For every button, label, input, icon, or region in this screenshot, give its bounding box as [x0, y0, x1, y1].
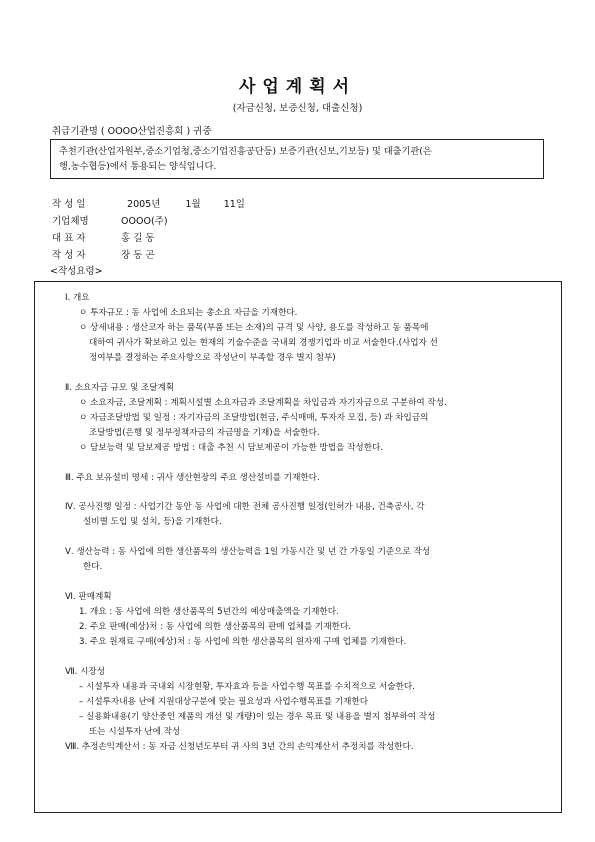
guide-line: – 시설투자 내용과 국내외 시장현황, 투자효과 등을 사업수행 목표를 수치적으로 서술한다. [79, 682, 415, 692]
guide-line: 1. 개요 : 동 사업에 의한 생산품목의 5년간의 예상매출액을 기재한다. [79, 607, 339, 617]
guide-line: – 실용화내용(기 양산중인 제품의 개선 및 개량)이 있는 경우 목표 및 내용을 별지 첨부하여 작성 [79, 712, 436, 722]
guide-line: 대하여 귀사가 확보하고 있는 현재의 기술수준을 국내외 경쟁기업과 비교 서술한다.(사업자 선 [89, 338, 438, 348]
company-row [52, 213, 168, 227]
date-month: 1월 [185, 199, 201, 210]
section-heading: Ⅷ. 추정손익계산서 : 동 자금 신청년도부터 귀 사의 3년 간의 손익계산서 추정치를 작성한다. [65, 742, 414, 752]
guide-line: 2. 주요 판매(예상)처 : 동 사업에 의한 생산품목의 판매 업체를 기재한다. [79, 622, 351, 632]
guide-line: ㅇ 담보능력 및 담보제공 방법 : 대출 추천 시 담보제공이 가능한 방법을 작성한다. [79, 443, 384, 453]
guide-line: – 시설투자내용 난에 지원대상구분에 맞는 필요성과 사업수행목표를 기재한다 [79, 697, 369, 707]
intro-line: 행,농수협등)에서 통용되는 양식입니다. [59, 161, 217, 172]
writer-label: 작 성 자 [52, 250, 86, 261]
guide-heading: <작성요령> [50, 266, 103, 277]
guide-line: 정여부를 결정하는 주요사항으로 작성난이 부족할 경우 별지 첨부) [89, 353, 336, 363]
document-subtitle: (자금신청, 보증신청, 대출신청) [232, 103, 363, 114]
section-heading: Ⅱ. 소요자금 규모 및 조달계획 [65, 383, 175, 393]
section-heading: Ⅰ. 개요 [65, 293, 90, 303]
date-year: 2005년 [127, 199, 161, 210]
date-day: 11일 [223, 199, 245, 210]
section-heading: Ⅵ. 판매계획 [65, 592, 112, 602]
writer-value: 장 동 곤 [121, 250, 155, 261]
ceo-label: 대 표 자 [52, 233, 86, 244]
ceo-row [52, 230, 155, 244]
ceo-value: 홍 길 동 [121, 233, 155, 244]
document-title: 사업계획서 [238, 77, 357, 97]
intro-line: 추천기관(산업자원부,중소기업청,중소기업진흥공단등) 보증기관(신보,기보등) 및 대출기관(은 [59, 146, 432, 157]
section-heading: Ⅳ. 공사진행 일정 : 사업기간 동안 동 사업에 대한 전체 공사진행 일정(인허가 내용, 건축공사, 각 [65, 502, 425, 512]
company-value: OOOO(주) [121, 216, 168, 227]
agency-line: 취급기관명 ( OOOO산업진흥회 ) 귀중 [52, 126, 212, 137]
section-heading: Ⅶ. 시장성 [65, 667, 105, 677]
date-label: 작 성 일 [52, 199, 86, 210]
guide-line: 설비별 도입 및 설치, 등)을 기재한다. [83, 517, 222, 527]
guide-line: ㅇ 상세내용 : 생산코자 하는 품목(부품 또는 소재)의 규격 및 사양, 용도를 작성하고 동 품목에 [79, 323, 429, 333]
writer-row [52, 247, 155, 261]
section-heading: Ⅲ. 주요 보유설비 명세 : 귀사 생산현장의 주요 생산설비를 기재한다. [65, 473, 320, 483]
date-row [52, 196, 245, 210]
guide-box [34, 281, 562, 813]
guide-line: ㅇ 자금조달방법 및 일정 : 자기자금의 조달방법(현금, 주식매매, 투자자 모집, 등) 과 차입금의 [79, 413, 429, 423]
guide-line: ㅇ 소요자금, 조달계획 : 계획시설별 소요자금과 조달계획을 차입금과 자기자금으로 구분하여 작성. [79, 398, 447, 408]
guide-line: 조달방법(은행 및 정부정책자금의 자금명을 기재)을 서술한다. [89, 428, 320, 438]
company-label: 기업체명 [52, 216, 89, 227]
section-heading: Ⅴ. 생산능력 : 동 사업에 의한 생산품목의 생산능력을 1일 가동시간 및 년 간 가동일 기준으로 작성 [65, 547, 431, 557]
guide-line: 한다. [83, 562, 103, 572]
guide-line: 또는 시설투자 난에 작성 [89, 727, 181, 737]
intro-box [50, 139, 544, 179]
guide-line: 3. 주요 원재료 구매(예상)처 : 동 사업에 의한 생산품목의 원자재 구매 업체를 기재한다. [79, 637, 407, 647]
guide-line: ㅇ 투자규모 : 동 사업에 소요되는 총소요 자금을 기재한다. [79, 308, 298, 318]
